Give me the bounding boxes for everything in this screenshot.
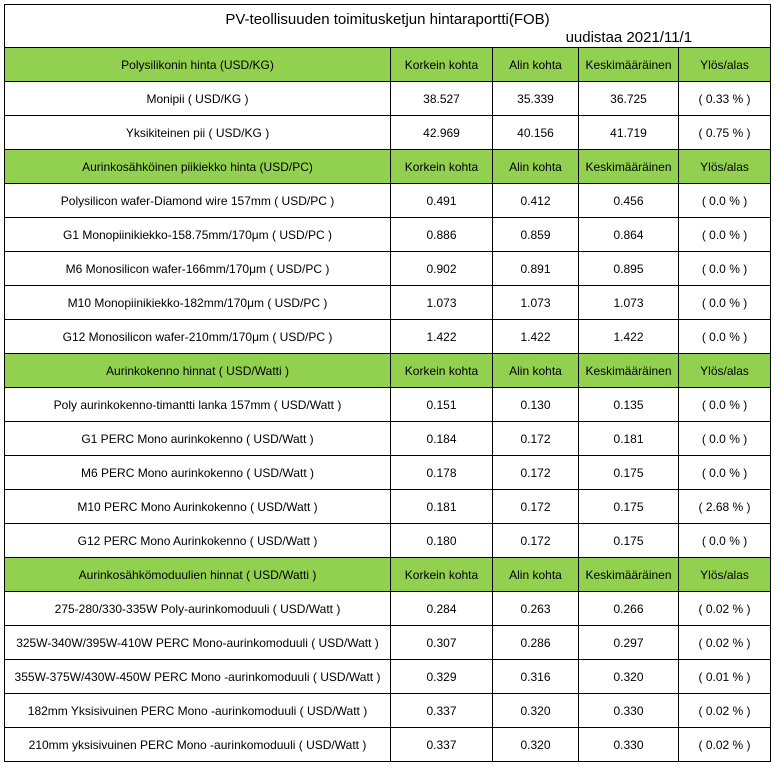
price-change: ( 0.0 % ) bbox=[679, 252, 771, 286]
item-name: Monipii ( USD/KG ) bbox=[5, 82, 391, 116]
table-row bbox=[5, 184, 771, 218]
column-header-average: Keskimääräinen bbox=[579, 48, 679, 82]
item-name: 355W-375W/430W-450W PERC Mono -aurinkomoduuli ( USD/Watt ) bbox=[5, 660, 391, 694]
column-header-average: Keskimääräinen bbox=[579, 150, 679, 184]
item-name: 210mm yksisivuinen PERC Mono -aurinkomoduuli ( USD/Watt ) bbox=[5, 728, 391, 762]
price-high: 0.491 bbox=[391, 184, 493, 218]
section-title: Aurinkosähköinen piikiekko hinta (USD/PC) bbox=[5, 150, 391, 184]
price-high: 0.329 bbox=[391, 660, 493, 694]
report-body bbox=[5, 5, 771, 762]
price-average: 1.073 bbox=[579, 286, 679, 320]
section-header-row bbox=[5, 558, 771, 592]
table-row bbox=[5, 592, 771, 626]
price-low: 1.073 bbox=[493, 286, 579, 320]
item-name: G12 PERC Mono Aurinkokenno ( USD/Watt ) bbox=[5, 524, 391, 558]
price-average: 0.330 bbox=[579, 728, 679, 762]
column-header-change: Ylös/alas bbox=[679, 354, 771, 388]
item-name: G1 Monopiinikiekko-158.75mm/170μm ( USD/PC ) bbox=[5, 218, 391, 252]
section-header-row bbox=[5, 354, 771, 388]
column-header-change: Ylös/alas bbox=[679, 150, 771, 184]
price-average: 1.422 bbox=[579, 320, 679, 354]
column-header-high: Korkein kohta bbox=[391, 558, 493, 592]
report-title: PV-teollisuuden toimitusketjun hintaraportti(FOB) bbox=[225, 11, 550, 28]
price-change: ( 0.0 % ) bbox=[679, 218, 771, 252]
price-change: ( 0.75 % ) bbox=[679, 116, 771, 150]
price-low: 40.156 bbox=[493, 116, 579, 150]
section-title: Aurinkokenno hinnat ( USD/Watti ) bbox=[5, 354, 391, 388]
price-low: 0.859 bbox=[493, 218, 579, 252]
table-row bbox=[5, 422, 771, 456]
update-date: uudistaa 2021/11/1 bbox=[565, 29, 693, 46]
column-header-high: Korkein kohta bbox=[391, 48, 493, 82]
price-report-table bbox=[4, 4, 771, 762]
item-name: G1 PERC Mono aurinkokenno ( USD/Watt ) bbox=[5, 422, 391, 456]
column-header-average: Keskimääräinen bbox=[579, 354, 679, 388]
column-header-average: Keskimääräinen bbox=[579, 558, 679, 592]
column-header-low: Alin kohta bbox=[493, 48, 579, 82]
price-change: ( 0.0 % ) bbox=[679, 388, 771, 422]
price-average: 0.864 bbox=[579, 218, 679, 252]
price-average: 0.266 bbox=[579, 592, 679, 626]
price-average: 0.135 bbox=[579, 388, 679, 422]
price-high: 0.184 bbox=[391, 422, 493, 456]
price-change: ( 0.0 % ) bbox=[679, 286, 771, 320]
price-low: 0.172 bbox=[493, 456, 579, 490]
price-change: ( 0.0 % ) bbox=[679, 422, 771, 456]
item-name: M10 Monopiinikiekko-182mm/170μm ( USD/PC ) bbox=[5, 286, 391, 320]
price-change: ( 0.01 % ) bbox=[679, 660, 771, 694]
price-change: ( 2.68 % ) bbox=[679, 490, 771, 524]
table-row bbox=[5, 524, 771, 558]
price-change: ( 0.02 % ) bbox=[679, 626, 771, 660]
price-high: 0.181 bbox=[391, 490, 493, 524]
price-low: 0.172 bbox=[493, 422, 579, 456]
item-name: Poly aurinkokenno-timantti lanka 157mm ( USD/Watt ) bbox=[5, 388, 391, 422]
section-title: Aurinkosähkömoduulien hinnat ( USD/Watti ) bbox=[5, 558, 391, 592]
column-header-high: Korkein kohta bbox=[391, 150, 493, 184]
table-row bbox=[5, 320, 771, 354]
price-high: 0.180 bbox=[391, 524, 493, 558]
title-row bbox=[5, 5, 771, 48]
price-low: 0.891 bbox=[493, 252, 579, 286]
price-change: ( 0.0 % ) bbox=[679, 320, 771, 354]
item-name: 325W-340W/395W-410W PERC Mono-aurinkomoduuli ( USD/Watt ) bbox=[5, 626, 391, 660]
price-change: ( 0.0 % ) bbox=[679, 184, 771, 218]
price-low: 0.320 bbox=[493, 694, 579, 728]
table-row bbox=[5, 82, 771, 116]
price-low: 1.422 bbox=[493, 320, 579, 354]
section-header-row bbox=[5, 150, 771, 184]
price-high: 0.337 bbox=[391, 694, 493, 728]
column-header-change: Ylös/alas bbox=[679, 48, 771, 82]
table-row bbox=[5, 456, 771, 490]
price-low: 0.286 bbox=[493, 626, 579, 660]
section-title: Polysilikonin hinta (USD/KG) bbox=[5, 48, 391, 82]
column-header-change: Ylös/alas bbox=[679, 558, 771, 592]
item-name: 275-280/330-335W Poly-aurinkomoduuli ( USD/Watt ) bbox=[5, 592, 391, 626]
price-high: 0.284 bbox=[391, 592, 493, 626]
price-high: 0.307 bbox=[391, 626, 493, 660]
table-row bbox=[5, 728, 771, 762]
item-name: G12 Monosilicon wafer-210mm/170μm ( USD/PC ) bbox=[5, 320, 391, 354]
price-average: 0.175 bbox=[579, 490, 679, 524]
price-high: 1.422 bbox=[391, 320, 493, 354]
price-low: 0.316 bbox=[493, 660, 579, 694]
item-name: 182mm Yksisivuinen PERC Mono -aurinkomoduuli ( USD/Watt ) bbox=[5, 694, 391, 728]
price-high: 0.337 bbox=[391, 728, 493, 762]
price-low: 0.412 bbox=[493, 184, 579, 218]
table-row bbox=[5, 286, 771, 320]
table-row bbox=[5, 388, 771, 422]
item-name: M6 Monosilicon wafer-166mm/170μm ( USD/PC ) bbox=[5, 252, 391, 286]
item-name: Yksikiteinen pii ( USD/KG ) bbox=[5, 116, 391, 150]
price-high: 1.073 bbox=[391, 286, 493, 320]
price-high: 38.527 bbox=[391, 82, 493, 116]
table-row bbox=[5, 252, 771, 286]
column-header-low: Alin kohta bbox=[493, 558, 579, 592]
table-row bbox=[5, 218, 771, 252]
price-high: 0.886 bbox=[391, 218, 493, 252]
price-average: 0.297 bbox=[579, 626, 679, 660]
table-row bbox=[5, 660, 771, 694]
column-header-low: Alin kohta bbox=[493, 354, 579, 388]
price-low: 0.263 bbox=[493, 592, 579, 626]
price-average: 0.181 bbox=[579, 422, 679, 456]
price-low: 35.339 bbox=[493, 82, 579, 116]
price-low: 0.130 bbox=[493, 388, 579, 422]
table-row bbox=[5, 694, 771, 728]
table-row bbox=[5, 116, 771, 150]
price-change: ( 0.02 % ) bbox=[679, 694, 771, 728]
price-change: ( 0.0 % ) bbox=[679, 524, 771, 558]
section-header-row bbox=[5, 48, 771, 82]
item-name: Polysilicon wafer-Diamond wire 157mm ( USD/PC ) bbox=[5, 184, 391, 218]
price-change: ( 0.33 % ) bbox=[679, 82, 771, 116]
price-low: 0.172 bbox=[493, 490, 579, 524]
price-change: ( 0.02 % ) bbox=[679, 728, 771, 762]
title-cell bbox=[5, 5, 771, 48]
item-name: M10 PERC Mono Aurinkokenno ( USD/Watt ) bbox=[5, 490, 391, 524]
price-change: ( 0.0 % ) bbox=[679, 456, 771, 490]
price-high: 0.151 bbox=[391, 388, 493, 422]
price-average: 0.175 bbox=[579, 456, 679, 490]
price-high: 42.969 bbox=[391, 116, 493, 150]
price-average: 0.456 bbox=[579, 184, 679, 218]
price-average: 36.725 bbox=[579, 82, 679, 116]
price-average: 41.719 bbox=[579, 116, 679, 150]
table-row bbox=[5, 626, 771, 660]
price-low: 0.320 bbox=[493, 728, 579, 762]
column-header-high: Korkein kohta bbox=[391, 354, 493, 388]
price-low: 0.172 bbox=[493, 524, 579, 558]
price-average: 0.895 bbox=[579, 252, 679, 286]
price-average: 0.175 bbox=[579, 524, 679, 558]
price-average: 0.320 bbox=[579, 660, 679, 694]
price-average: 0.330 bbox=[579, 694, 679, 728]
item-name: M6 PERC Mono aurinkokenno ( USD/Watt ) bbox=[5, 456, 391, 490]
table-row bbox=[5, 490, 771, 524]
column-header-low: Alin kohta bbox=[493, 150, 579, 184]
price-high: 0.902 bbox=[391, 252, 493, 286]
price-change: ( 0.02 % ) bbox=[679, 592, 771, 626]
price-high: 0.178 bbox=[391, 456, 493, 490]
